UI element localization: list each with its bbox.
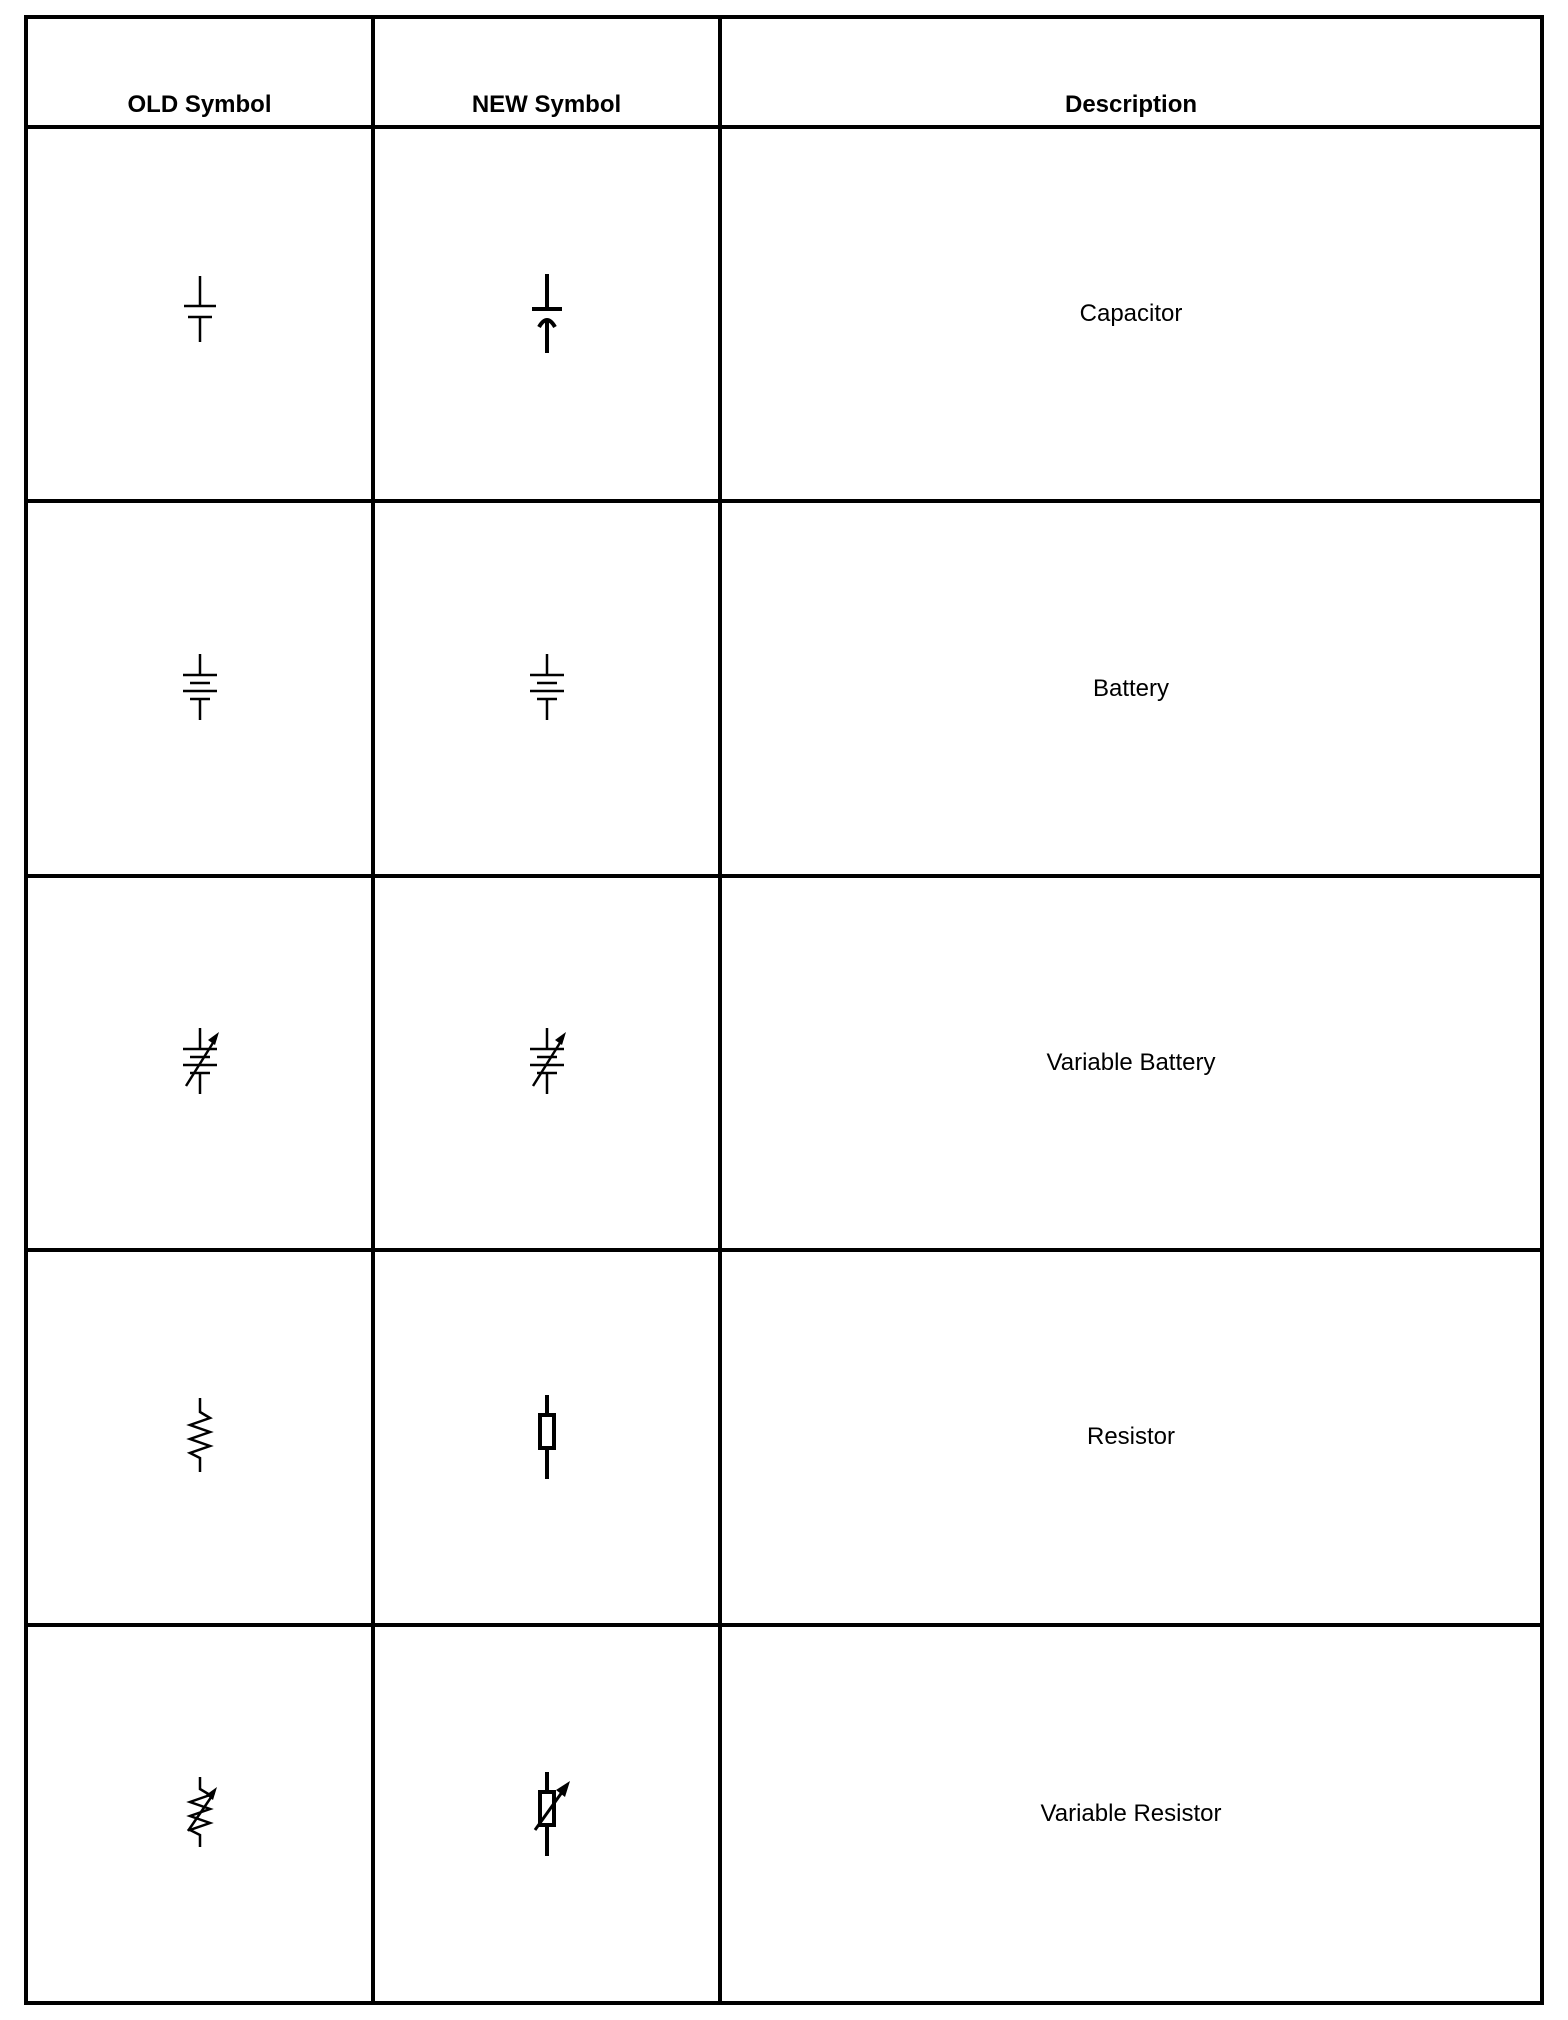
variable-battery-new-icon [517, 1018, 577, 1108]
table-cell-old-symbol [28, 1252, 375, 1626]
resistor-new-icon [517, 1387, 577, 1487]
header-description: Description [722, 19, 1540, 129]
symbol-table [24, 15, 1544, 2005]
table-cell-description: Battery [722, 503, 1540, 877]
battery-new-icon [517, 644, 577, 734]
header-old-symbol: OLD Symbol [28, 19, 375, 129]
header-new-symbol: NEW Symbol [375, 19, 722, 129]
variable-resistor-old-icon [170, 1769, 230, 1859]
table-cell-old-symbol [28, 1627, 375, 2001]
table-cell-description: Variable Battery [722, 878, 1540, 1252]
capacitor-new-icon [517, 269, 577, 359]
table-cell-new-symbol [375, 878, 722, 1252]
variable-resistor-new-icon [517, 1764, 577, 1864]
table-cell-new-symbol [375, 1627, 722, 2001]
table-cell-old-symbol [28, 129, 375, 503]
capacitor-old-icon [170, 269, 230, 359]
table-cell-description: Capacitor [722, 129, 1540, 503]
table-cell-description: Resistor [722, 1252, 1540, 1626]
resistor-old-icon [170, 1392, 230, 1482]
table-cell-new-symbol [375, 503, 722, 877]
table-cell-new-symbol [375, 1252, 722, 1626]
table-cell-old-symbol [28, 878, 375, 1252]
table-cell-new-symbol [375, 129, 722, 503]
table-cell-old-symbol [28, 503, 375, 877]
table-cell-description: Variable Resistor [1040, 1799, 1222, 1827]
battery-old-icon [170, 644, 230, 734]
variable-battery-old-icon [170, 1018, 230, 1108]
